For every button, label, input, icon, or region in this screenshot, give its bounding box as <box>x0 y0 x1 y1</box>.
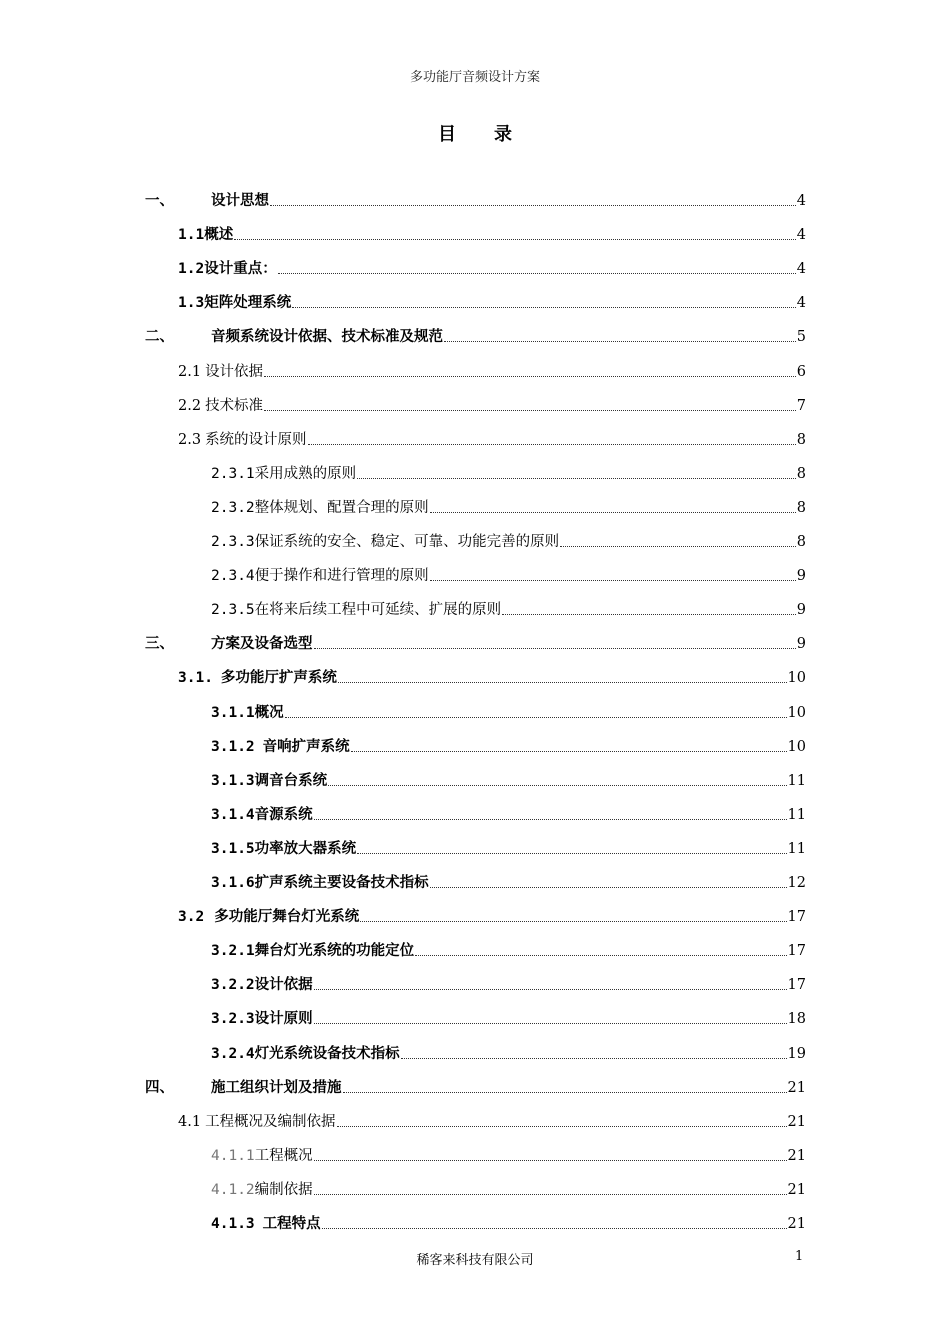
toc-entry-title: 设计依据 <box>205 364 264 380</box>
toc-entry-title: 编制依据 <box>254 1182 313 1198</box>
toc-entry-number: 1.2 <box>178 261 205 277</box>
dot-leader <box>314 1193 787 1195</box>
toc-entry[interactable] <box>145 327 806 347</box>
toc-entry[interactable] <box>211 805 806 825</box>
toc-entry-title: 采用成熟的原则 <box>254 466 357 482</box>
dot-leader <box>314 1159 787 1161</box>
toc-entry-page: 21 <box>787 1148 806 1164</box>
toc-entry-page: 8 <box>796 500 806 516</box>
toc-entry[interactable] <box>178 1112 806 1132</box>
dot-leader <box>314 988 787 990</box>
toc-entry-page: 17 <box>787 909 806 925</box>
dot-leader <box>502 613 796 615</box>
toc-entry-page: 11 <box>787 773 806 789</box>
toc-entry-page: 21 <box>787 1216 806 1232</box>
toc-entry-page: 11 <box>787 807 806 823</box>
toc-entry-page: 17 <box>787 977 806 993</box>
toc-entry[interactable] <box>211 532 806 552</box>
toc-entry-number: 3.2.2 <box>211 977 255 993</box>
toc-entry-page: 10 <box>787 705 806 721</box>
toc-entry[interactable] <box>178 362 806 382</box>
toc-entry-page: 6 <box>796 364 806 380</box>
toc-entry[interactable] <box>211 1146 806 1166</box>
dot-leader <box>322 1227 787 1229</box>
dot-leader <box>444 340 796 342</box>
toc-entry-title: 调音台系统 <box>254 772 328 789</box>
toc-entry-number: 3.1.5 <box>211 841 255 857</box>
toc-entry-title: 在将来后续工程中可延续、扩展的原则 <box>254 602 502 618</box>
toc-entry[interactable] <box>178 907 806 927</box>
toc-entry[interactable] <box>211 1044 806 1064</box>
toc-entry-number: 1.1 <box>178 227 205 243</box>
toc-entry-number: 四、 <box>145 1079 174 1096</box>
dot-leader <box>328 784 786 786</box>
dot-leader <box>415 954 786 956</box>
toc-entry[interactable] <box>145 634 806 654</box>
toc-entry[interactable] <box>211 737 806 757</box>
toc-entry-number: 3.2.1 <box>211 943 255 959</box>
dot-leader <box>285 716 787 718</box>
toc-entry[interactable] <box>178 430 806 450</box>
dot-leader <box>314 647 796 649</box>
toc-entry[interactable] <box>211 771 806 791</box>
toc-entry[interactable] <box>211 464 806 484</box>
toc-entry-page: 17 <box>787 943 806 959</box>
toc-entry-number: 2.2 <box>178 398 202 414</box>
toc-entry-title: 音响扩声系统 <box>262 738 350 755</box>
toc-entry-title: 舞台灯光系统的功能定位 <box>254 942 415 959</box>
toc-entry-number: 4.1.2 <box>211 1182 255 1198</box>
dot-leader <box>430 511 796 513</box>
toc-entry-title: 扩声系统主要设备技术指标 <box>254 874 429 891</box>
toc-entry[interactable] <box>211 703 806 723</box>
dot-leader <box>314 1022 787 1024</box>
toc-entry[interactable] <box>211 839 806 859</box>
running-header: 多功能厅音频设计方案 <box>409 70 540 85</box>
toc-entry-title: 工程概况 <box>254 1148 313 1164</box>
toc-entry-page: 9 <box>796 602 806 618</box>
toc-entry-number: 2.3 <box>178 432 202 448</box>
toc-entry[interactable] <box>178 259 806 279</box>
toc-title-part2: 录 <box>494 124 512 145</box>
toc-entry-title: 多功能厅扩声系统 <box>220 669 337 686</box>
toc-entry[interactable] <box>211 1214 806 1234</box>
toc-entry-title: 设计思想 <box>211 192 269 209</box>
toc-entry-number: 4.1 <box>178 1114 202 1130</box>
toc-entry-number: 4.1.1 <box>211 1148 255 1164</box>
toc-entry[interactable] <box>178 293 806 313</box>
toc-entry-page: 21 <box>787 1114 806 1130</box>
toc-entry-number: 2.3.4 <box>211 568 255 584</box>
toc-entry-number: 3.1. <box>178 670 213 686</box>
toc-entry-page: 11 <box>787 841 806 857</box>
toc-entry-title: 概况 <box>254 704 284 721</box>
dot-leader <box>338 681 787 683</box>
toc-entry-title: 便于操作和进行管理的原则 <box>254 568 429 584</box>
toc-entry-title: 技术标准 <box>205 398 264 414</box>
toc-entry-title: 功率放大器系统 <box>254 840 357 857</box>
toc-title-part1: 目 <box>438 124 456 145</box>
toc-entry-page: 5 <box>796 329 806 345</box>
dot-leader <box>264 409 796 411</box>
toc-entry-title: 设计重点： <box>204 260 277 277</box>
toc-entry-title: 音频系统设计依据、技术标准及规范 <box>211 328 443 345</box>
toc-entry[interactable] <box>211 873 806 893</box>
toc-entry[interactable] <box>211 498 806 518</box>
toc-entry-number: 1.3 <box>178 295 205 311</box>
toc-entry-title: 矩阵处理系统 <box>204 294 292 311</box>
dot-leader <box>292 306 796 308</box>
toc-entry[interactable] <box>211 566 806 586</box>
toc-entry-page: 7 <box>796 398 806 414</box>
footer-company: 稀客来科技有限公司 <box>416 1253 534 1268</box>
toc-entry-page: 9 <box>796 636 806 652</box>
toc-entry-number: 2.3.1 <box>211 466 255 482</box>
toc-entry-title: 设计依据 <box>254 976 313 993</box>
dot-leader <box>357 477 796 479</box>
toc-entry-page: 19 <box>787 1046 806 1062</box>
toc-entry-title: 设计原则 <box>254 1010 313 1027</box>
dot-leader <box>560 545 796 547</box>
toc-entry[interactable] <box>178 225 806 245</box>
toc-entry-page: 10 <box>787 670 806 686</box>
toc-entry-page: 18 <box>787 1011 806 1027</box>
toc-entry-title: 保证系统的安全、稳定、可靠、功能完善的原则 <box>254 534 560 550</box>
toc-entry-title: 整体规划、配置合理的原则 <box>254 500 429 516</box>
toc-entry-number: 3.1.3 <box>211 773 255 789</box>
toc-entry-number: 4.1.3 <box>211 1216 255 1232</box>
toc-entry-number: 二、 <box>145 328 174 345</box>
dot-leader <box>401 1057 787 1059</box>
toc-entry-number: 3.1.1 <box>211 705 255 721</box>
toc-entry-page: 8 <box>796 432 806 448</box>
toc-entry-page: 10 <box>787 739 806 755</box>
toc-entry-title: 系统的设计原则 <box>205 432 307 448</box>
toc-entry[interactable] <box>145 1078 806 1098</box>
toc-entry-title: 灯光系统设备技术指标 <box>254 1045 400 1062</box>
dot-leader <box>337 1125 787 1127</box>
toc-entry-title: 多功能厅舞台灯光系统 <box>214 908 360 925</box>
toc-entry-page: 8 <box>796 534 806 550</box>
dot-leader <box>430 579 796 581</box>
toc-entry[interactable] <box>145 191 806 211</box>
toc-entry-page: 12 <box>787 875 806 891</box>
toc-entry[interactable] <box>211 975 806 995</box>
toc-entry-title: 音源系统 <box>254 806 313 823</box>
toc-entry-number: 一、 <box>145 192 174 209</box>
toc-entry-title: 施工组织计划及措施 <box>211 1079 342 1096</box>
dot-leader <box>343 1091 787 1093</box>
toc-entry[interactable] <box>211 600 806 620</box>
toc-entry-number: 3.1.6 <box>211 875 255 891</box>
toc-entry-page: 9 <box>796 568 806 584</box>
toc-entry[interactable] <box>211 1180 806 1200</box>
dot-leader <box>357 852 786 854</box>
toc-entry-number: 2.3.5 <box>211 602 255 618</box>
toc-entry-page: 8 <box>796 466 806 482</box>
toc-entry-page: 4 <box>796 295 806 311</box>
toc-entry-number: 3.2.4 <box>211 1046 255 1062</box>
toc-entry-title: 方案及设备选型 <box>211 635 313 652</box>
toc-entry-number: 2.3.3 <box>211 534 255 550</box>
toc-entry[interactable] <box>211 941 806 961</box>
toc-entry-page: 21 <box>787 1080 806 1096</box>
toc-entry-number: 2.1 <box>178 364 202 380</box>
dot-leader <box>264 375 796 377</box>
dot-leader <box>270 204 796 206</box>
dot-leader <box>308 443 796 445</box>
toc-entry-number: 2.3.2 <box>211 500 255 516</box>
dot-leader <box>360 920 786 922</box>
toc-entry-number: 三、 <box>145 635 174 652</box>
toc-entry[interactable] <box>211 1009 806 1029</box>
toc-entry-page: 21 <box>787 1182 806 1198</box>
toc-entry[interactable] <box>178 668 806 688</box>
toc-entry-page: 4 <box>796 193 806 209</box>
dot-leader <box>314 818 787 820</box>
dot-leader <box>234 238 796 240</box>
toc-entry-title: 工程概况及编制依据 <box>205 1114 336 1130</box>
toc-entry-title: 概述 <box>204 226 234 243</box>
toc-entry-number: 3.1.2 <box>211 739 255 755</box>
toc-entry-number: 3.2 <box>178 909 205 925</box>
footer-page-number: 1 <box>795 1249 804 1264</box>
toc-entry[interactable] <box>178 396 806 416</box>
dot-leader <box>351 750 787 752</box>
dot-leader <box>430 886 787 888</box>
toc-entry-number: 3.2.3 <box>211 1011 255 1027</box>
toc-entry-page: 4 <box>796 227 806 243</box>
toc-entry-page: 4 <box>796 261 806 277</box>
toc-entry-number: 3.1.4 <box>211 807 255 823</box>
dot-leader <box>278 272 796 274</box>
toc-entry-title: 工程特点 <box>262 1215 321 1232</box>
